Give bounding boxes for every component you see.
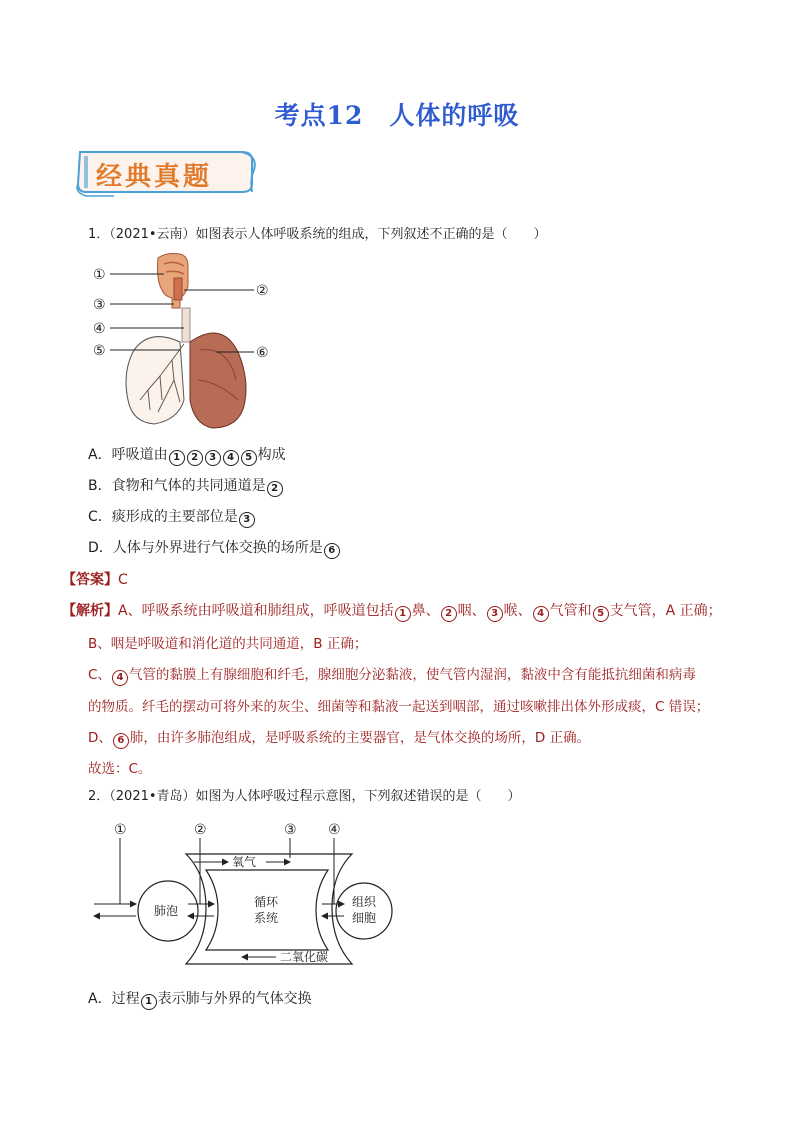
q1-analysis-line-4: 的物质。纤毛的摆动可将外来的灰尘、细菌等和黏液一起送到咽部，通过咳嗽排出体外形成痰，C 错误； [88, 699, 710, 715]
figure-label-6: ⑥ [256, 345, 269, 361]
banner-label: 经典真题 [96, 162, 213, 192]
page-title [0, 96, 794, 132]
diagram-label-3: ③ [284, 822, 297, 838]
title-topic-name: 人体的呼吸 [389, 101, 520, 130]
q2-stem: 2．（2021•青岛）如图为人体呼吸过程示意图，下列叙述错误的是（ ） [88, 789, 521, 804]
diagram-label-1: ① [114, 822, 127, 838]
q1-option-d: D．人体与外界进行气体交换的场所是 6 [88, 537, 341, 559]
tissue-label-1: 组织 [352, 895, 377, 909]
diagram-label-4: ④ [328, 822, 341, 838]
q1-analysis-line-6: 故选：C。 [88, 761, 152, 777]
circled-number: 3 [205, 450, 221, 466]
figure-label-1: ① [93, 267, 106, 283]
q1-analysis-line-3: C、 4 气管的黏膜上有腺细胞和纤毛，腺细胞分泌黏液，使气管内湿润，黏液中含有能抵抗细菌和病毒 [88, 663, 696, 686]
circled-number: 2 [187, 450, 203, 466]
q1-option-c: C．痰形成的主要部位是 3 [88, 506, 256, 528]
q1-answer: 【答案】C [62, 572, 128, 588]
circled-number: 1 [169, 450, 185, 466]
figure-label-5: ⑤ [93, 343, 106, 359]
circled-number: 3 [239, 512, 255, 528]
circled-number: 2 [267, 481, 283, 497]
diagram-label-2: ② [194, 822, 207, 838]
alveolus-label: 肺泡 [154, 904, 179, 918]
q1-analysis-line-1: 【解析】A、呼吸系统由呼吸道和肺组成，呼吸道包括 1 鼻、 2 咽、 3 喉、 4 气管和 5 支气管，A 正确； [62, 600, 722, 622]
circulation-label-2: 系统 [254, 911, 279, 925]
figure-label-4: ④ [93, 321, 106, 337]
circled-number: 5 [241, 450, 257, 466]
circled-number: 1 [141, 994, 157, 1010]
q1-stem: 1．（2021•云南）如图表示人体呼吸系统的组成，下列叙述不正确的是（ ） [88, 227, 547, 242]
q1-option-b: B．食物和气体的共同通道是 2 [88, 475, 284, 497]
section-banner [74, 144, 260, 200]
oxygen-label: 氧气 [232, 855, 257, 869]
title-topic-number: 考点12 [274, 101, 364, 130]
q1-analysis-line-5: D、 6 肺，由许多肺泡组成，是呼吸系统的主要器官，是气体交换的场所，D 正确。 [88, 726, 590, 749]
circulation-label-1: 循环 [254, 895, 279, 909]
tissue-label-2: 细胞 [352, 911, 377, 925]
q1-analysis-line-2: B、咽是呼吸道和消化道的共同通道，B 正确； [88, 636, 368, 652]
co2-label: 二氧化碳 [280, 950, 329, 964]
circled-number: 4 [223, 450, 239, 466]
circled-number: 6 [324, 543, 340, 559]
figure-label-3: ③ [93, 297, 106, 313]
figure-label-2: ② [256, 283, 269, 299]
respiration-process-diagram [90, 818, 400, 978]
respiratory-system-figure [88, 250, 288, 430]
q1-option-a: A．呼吸道由 1 2 3 4 5 构成 [88, 444, 286, 466]
q2-option-a: A．过程 1 表示肺与外界的气体交换 [88, 988, 312, 1010]
